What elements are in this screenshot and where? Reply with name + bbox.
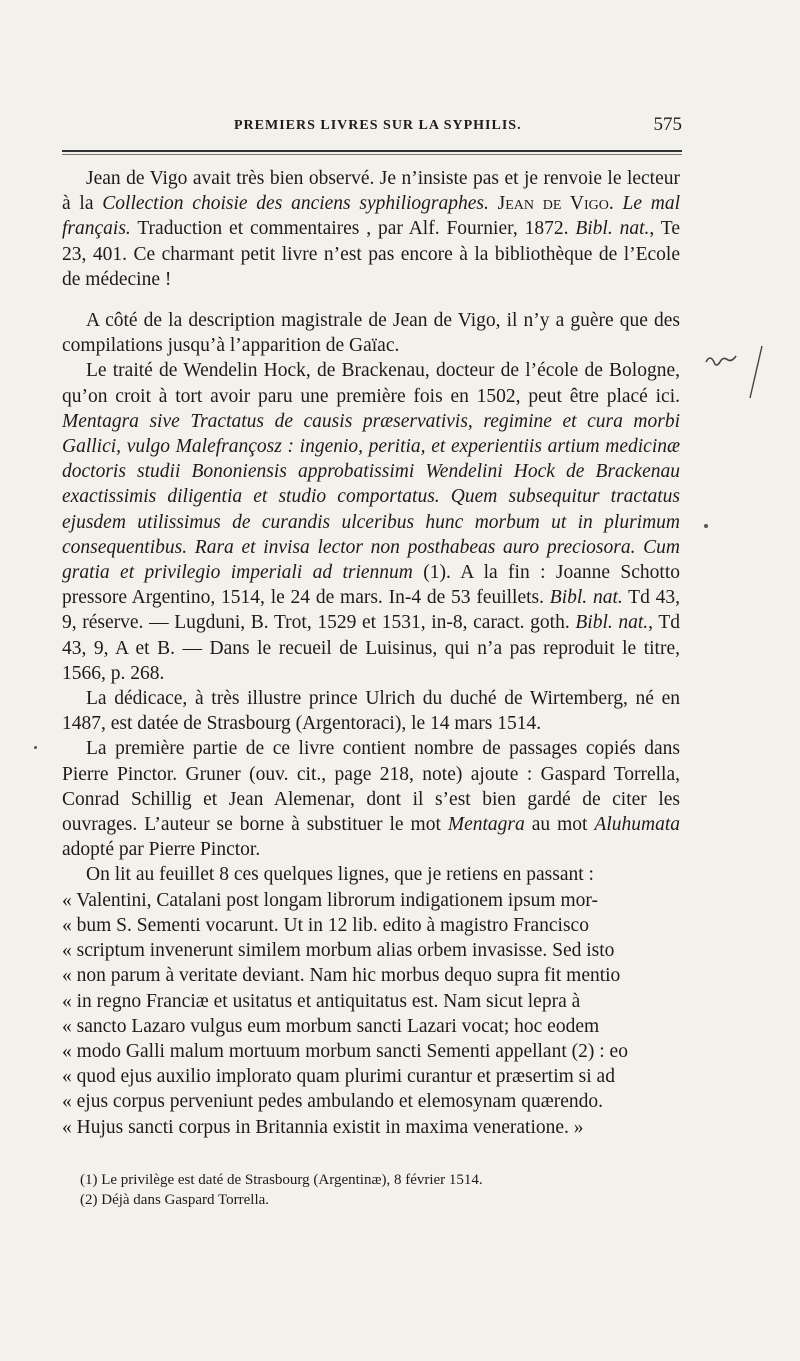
running-title: PREMIERS LIVRES SUR LA SYPHILIS.	[234, 118, 522, 133]
paragraph-hock	[62, 358, 680, 686]
handwritten-mark-icon	[700, 340, 770, 410]
text: Td 43, 9, réserve. — Lugduni, B. Trot, 1529 et 1531, in-8, caract. goth.	[62, 587, 680, 634]
latin-quote	[62, 888, 680, 1140]
footnote-1: (1) Le privilège est daté de Strasbourg (Argentinæ), 8 février 1514.	[80, 1172, 483, 1188]
text: Le traité de Wendelin Hock, de Brackenau, docteur de l’école de Bologne, qu’on croit à tort avoir paru une première fois en 1502, peut être placé ici.	[62, 360, 680, 407]
paragraph-vigo	[62, 166, 680, 292]
paragraph-dedicace: La dédicace, à très illustre prince Ulrich du duché de Wirtemberg, né en 1487, est datée de Strasbourg (Argentoraci), le 14 mars 1514.	[62, 688, 680, 735]
text: (1). A la fin : Joanne Schotto pressore Argentino, 1514, le 24 de mars. In-4 de 53 feuillets.	[62, 562, 680, 609]
text: La première partie de ce livre contient nombre de passages copiés dans Pierre Pinctor. Gruner (ouv. cit., page 218, note) ajoute : Gaspard Torrella, Conrad Schillig et Jean Alemenar, dont il s’est bien gardé de citer les ouvrages. L’auteur se borne à substituer le mot	[62, 738, 680, 836]
text-italic: Mentagra sive Tractatus de causis præservativis, regimine et cura morbi Gallici, vulgo Malefrançosz : ingenio, peritia, et experientiis artium medicinæ doctoris studii Bononiensis approbatissimi Wendelini Hock de Brackenau exactissimis diligentia et studio comportatus. Quem subsequitur tractatus ejusdem utilissimus de curandis ulceribus hunc morbum ut in plurimum consequentibus. Rara et invisa lector non posthabeas auro preciosora. Cum gratia et privilegio imperiali ad triennum	[62, 410, 680, 584]
quote-line: « Hujus sancti corpus in Britannia existit in maxima veneratione. »	[62, 1116, 584, 1138]
quote-line: « modo Galli malum mortuum morbum sancti Sementi appellant (2) : eo	[62, 1040, 628, 1062]
text-italic: Bibl. nat.	[575, 218, 650, 240]
quote-line: « in regno Franciæ et usitatus et antiquitatus est. Nam sicut lepra à	[62, 990, 581, 1012]
paragraph-premiere-partie	[62, 736, 680, 862]
quote-line: « non parum à veritate deviant. Nam hic morbus dequo supra fit mentio	[62, 965, 621, 987]
text-italic: Mentagra	[447, 814, 525, 836]
text-smallcaps: Jean de Vigo.	[497, 193, 614, 215]
margin-dot	[704, 524, 708, 528]
text: Traduction et commentaires , par Alf. Fournier, 1872.	[130, 218, 576, 240]
quote-line: « sancto Lazaro vulgus eum morbum sancti Lazari vocat; hoc eodem	[62, 1015, 600, 1037]
page-number: 575	[653, 114, 682, 135]
paragraph-feuillet: On lit au feuillet 8 ces quelques lignes, que je retiens en passant :	[86, 864, 594, 886]
footnote-2: (2) Déjà dans Gaspard Torrella.	[80, 1192, 270, 1208]
margin-dot	[34, 746, 37, 749]
text-italic: Le mal français.	[62, 193, 681, 240]
header-rule-thin	[62, 154, 682, 155]
footnotes	[80, 1170, 680, 1210]
quote-line: « scriptum invenerunt similem morbum alias orbem invasisse. Sed isto	[62, 940, 615, 962]
text-italic: Bibl. nat.	[575, 612, 649, 634]
text: au mot	[524, 814, 595, 836]
quote-line: « Valentini, Catalani post longam librorum indigationem ipsum mor-	[62, 889, 598, 911]
text: Jean de Vigo avait très bien observé. Je n’insiste pas et je renvoie le lecteur à la	[62, 168, 680, 215]
text-italic: Collection choisie des anciens syphiliographes.	[102, 193, 489, 215]
paragraph-compilations: A côté de la description magistrale de Jean de Vigo, il n’y a guère que des compilations jusqu’à l’apparition de Gaïac.	[62, 310, 680, 357]
text-italic: Aluhumata	[594, 814, 680, 836]
quote-line: « bum S. Sementi vocarunt. Ut in 12 lib. edito à magistro Francisco	[62, 914, 589, 936]
text	[489, 193, 498, 214]
body-text	[62, 166, 680, 1140]
text: , Td 43, 9, A et B. — Dans le recueil de Luisinus, qui n’a pas reproduit le titre, 1566, p. 268.	[62, 612, 680, 684]
quote-line: « quod ejus auxilio implorato quam plurimi curantur et præsertim si ad	[62, 1066, 615, 1088]
text: adopté par Pierre Pinctor.	[62, 839, 261, 861]
quote-line: « ejus corpus perveniunt pedes ambulando et elemosynam quærendo.	[62, 1091, 603, 1113]
page-header	[62, 114, 682, 142]
text-italic: Bibl. nat.	[549, 587, 623, 609]
header-rule	[62, 150, 682, 152]
text: , Te 23, 401. Ce charmant petit livre n’est pas encore à la bibliothèque de l’Ecole de médecine !	[62, 218, 680, 290]
